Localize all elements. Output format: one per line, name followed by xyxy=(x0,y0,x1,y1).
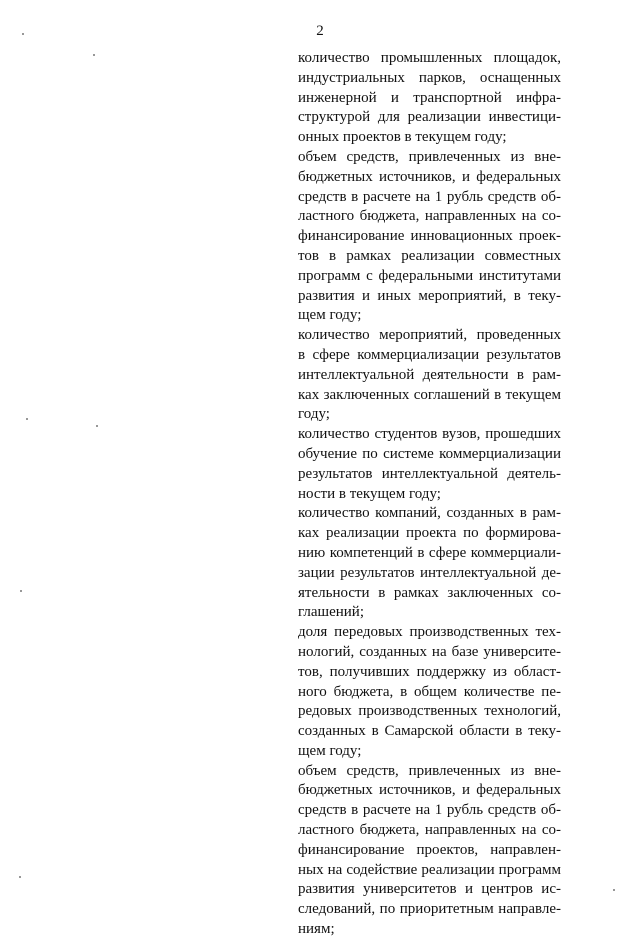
text-line: количество компаний, созданных в рам- xyxy=(298,505,561,522)
text-line: объем средств, привлеченных из вне- xyxy=(298,148,561,165)
scan-speck xyxy=(19,876,21,878)
text-line: тов, получивших поддержку из област- xyxy=(298,663,561,680)
text-line: доля передовых производственных тех- xyxy=(298,624,561,641)
body-text-column xyxy=(298,49,561,940)
text-line: редовых производственных технологий, xyxy=(298,703,561,720)
text-line: ках заключенных соглашений в текущем xyxy=(298,386,561,403)
text-line: в сфере коммерциализации результатов xyxy=(298,346,561,363)
text-line: развития и иных мероприятий, в теку- xyxy=(298,287,561,304)
text-line: году; xyxy=(298,406,330,423)
text-line: зации результатов интеллектуальной де- xyxy=(298,564,561,581)
text-line: ности в текущем году; xyxy=(298,485,441,502)
text-line: созданных в Самарской области в теку- xyxy=(298,723,561,740)
text-line: структурой для реализации инвестици- xyxy=(298,109,561,126)
text-line: следований, по приоритетным направле- xyxy=(298,901,561,918)
text-line: программ с федеральными институтами xyxy=(298,267,561,284)
scan-speck xyxy=(22,33,24,35)
text-line: бюджетных источников, и федеральных xyxy=(298,168,561,185)
text-line: инженерной и транспортной инфра- xyxy=(298,89,561,106)
text-line: нологий, созданных на базе университе- xyxy=(298,643,561,660)
text-line: ластного бюджета, направленных на со- xyxy=(298,208,561,225)
text-line: ятельности в рамках заключенных со- xyxy=(298,584,561,601)
text-line: результатов интеллектуальной деятель- xyxy=(298,465,561,482)
text-line: ного бюджета, в общем количестве пе- xyxy=(298,683,561,700)
scan-speck xyxy=(96,425,98,427)
text-line: средств в расчете на 1 рубль средств об- xyxy=(298,802,561,819)
text-line: развития университетов и центров ис- xyxy=(298,881,561,898)
text-line: нию компетенций в сфере коммерциали- xyxy=(298,544,561,561)
text-line: ниям; xyxy=(298,921,335,938)
text-line: глашений; xyxy=(298,604,364,621)
text-line: щем году; xyxy=(298,307,362,324)
text-line: ластного бюджета, направленных на со- xyxy=(298,822,561,839)
text-line: средств в расчете на 1 рубль средств об- xyxy=(298,188,561,205)
text-line: тов в рамках реализации совместных xyxy=(298,247,561,264)
scan-speck xyxy=(613,889,615,891)
text-line: бюджетных источников, и федеральных xyxy=(298,782,561,799)
text-line: интеллектуальной деятельности в рам- xyxy=(298,366,561,383)
text-line: ках реализации проекта по формирова- xyxy=(298,525,561,542)
text-line: обучение по системе коммерциализации xyxy=(298,445,561,462)
text-line: ных на содействие реализации программ xyxy=(298,861,561,878)
text-line: объем средств, привлеченных из вне- xyxy=(298,762,561,779)
text-line: щем году; xyxy=(298,742,362,759)
scan-speck xyxy=(93,54,95,56)
text-line: количество студентов вузов, прошедших xyxy=(298,426,561,443)
text-line: финансирование инновационных проек- xyxy=(298,228,561,245)
page-number: 2 xyxy=(316,23,324,39)
scan-speck xyxy=(26,418,28,420)
text-line: количество мероприятий, проведенных xyxy=(298,327,561,344)
text-line: индустриальных парков, оснащенных xyxy=(298,69,561,86)
text-line: онных проектов в текущем году; xyxy=(298,129,507,146)
text-line: количество промышленных площадок, xyxy=(298,50,561,66)
scan-speck xyxy=(20,590,22,592)
text-line: финансирование проектов, направлен- xyxy=(298,841,561,858)
